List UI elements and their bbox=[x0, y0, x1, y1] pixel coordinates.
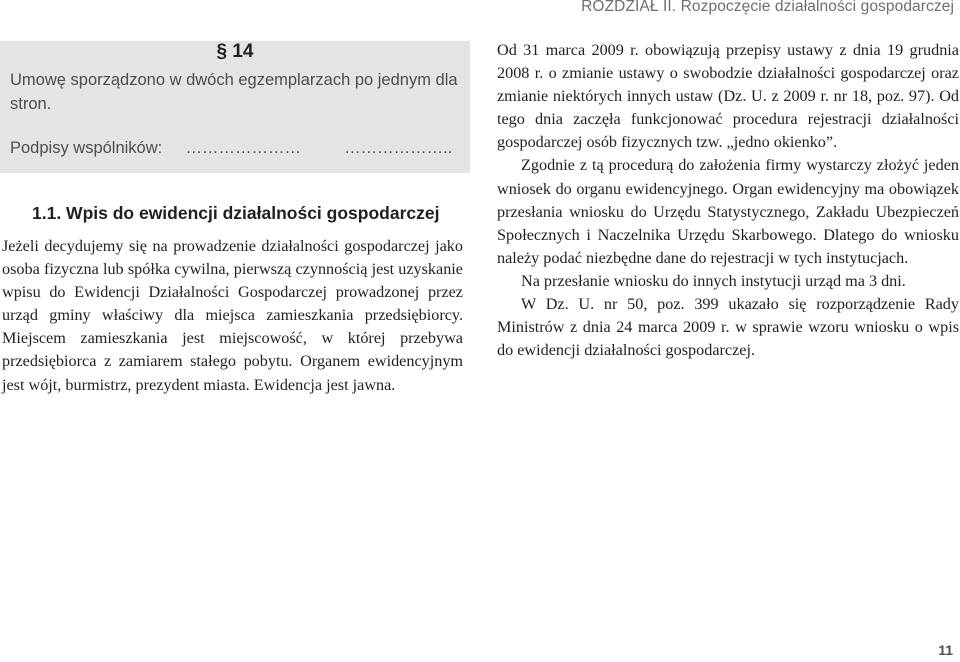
right-paragraph-4: W Dz. U. nr 50, poz. 399 ukazało się rozporządzenie Rady Ministrów z dnia 24 marca 2009 r. w sprawie wzoru wniosku o wpis do ewidencji działalności gospodarczej. bbox=[497, 295, 959, 360]
signatures-line bbox=[10, 136, 462, 160]
right-paragraph-1: Od 31 marca 2009 r. obowiązują przepisy ustawy z dnia 19 grudnia 2008 r. o zmianie ustawy o swobodzie działalności gospodarczej oraz zmianie niektórych innych ustaw (Dz. U. z 2009 r. nr 18, poz. 97). Od tego dnia zaczęła funkcjonować procedura rejestracji działalności gospodarczej osób fizycznych tzw. „jedno okienko”. bbox=[497, 41, 959, 152]
agreement-text: Umowę sporządzono w dwóch egzemplarzach po jednym dla stron. bbox=[10, 71, 458, 113]
running-header: ROZDZIAŁ II. Rozpoczęcie działalności gospodarczej bbox=[581, 0, 954, 15]
left-paragraph-1: Jeżeli decydujemy się na prowadzenie działalności gospodarczej jako osoba fizyczna lub spółka cywilna, pierwszą czynnością jest uzyskanie wpisu do Ewidencji Działalności Gospodarczej prowadzonej przez urząd gminy właściwy dla miejsca zamieszkania przedsiębiorcy. Miejscem zamieszkania jest miejscowość, w której przebywa przedsiębiorca z zamiarem stałego pobytu. Organem ewidencyjnym jest wójt, burmistrz, prezydent miasta. Ewidencja jest jawna. bbox=[2, 237, 463, 394]
section-symbol: § 14 bbox=[216, 41, 254, 62]
left-column bbox=[2, 235, 463, 397]
signature-blank-1: ………………… bbox=[185, 139, 301, 157]
right-paragraph-3: Na przesłanie wniosku do innych instytucji urząd ma 3 dni. bbox=[521, 271, 906, 290]
right-paragraph-2: Zgodnie z tą procedurą do założenia firmy wystarczy złożyć jeden wniosek do organu ewidencyjnego. Organ ewidencyjny ma obowiązek przesłania wniosku do Urzędu Statystycznego, Zakładu Ubezpieczeń Społecznych i Naczelnika Urzędu Skarbowego. Dlatego do wniosku należy podać niezbędne dane do rejestracji w tych instytucjach. bbox=[497, 156, 959, 267]
section-heading: 1.1. Wpis do ewidencji działalności gospodarczej bbox=[32, 203, 440, 223]
signatures-label: Podpisy wspólników: bbox=[10, 139, 163, 157]
right-column bbox=[497, 39, 959, 362]
page-number: 11 bbox=[938, 642, 953, 658]
signature-blank-2: ……………….. bbox=[344, 139, 453, 157]
